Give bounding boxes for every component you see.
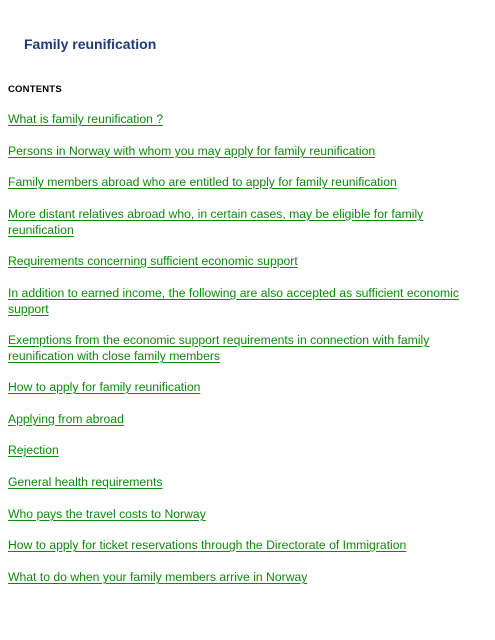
toc-link-travel-costs[interactable]: Who pays the travel costs to Norway bbox=[8, 507, 206, 521]
toc-link-rejection[interactable]: Rejection bbox=[8, 443, 59, 457]
toc-link-what-is-family-reunification[interactable]: What is family reunification ? bbox=[8, 112, 164, 126]
toc-link-persons-in-norway[interactable]: Persons in Norway with whom you may apply for family reunification bbox=[8, 144, 376, 158]
toc-link-economic-support-exemptions[interactable]: Exemptions from the economic support requirements in connection with family reunification with close family members bbox=[8, 333, 430, 363]
toc-link-how-to-apply[interactable]: How to apply for family reunification bbox=[8, 380, 201, 394]
page-title: Family reunification bbox=[24, 36, 157, 52]
toc-link-distant-relatives[interactable]: More distant relatives abroad who, in certain cases, may be eligible for family reunification bbox=[8, 207, 424, 237]
toc-link-family-members-arrive[interactable]: What to do when your family members arrive in Norway bbox=[8, 570, 308, 584]
toc-link-family-members-abroad[interactable]: Family members abroad who are entitled to apply for family reunification bbox=[8, 175, 397, 189]
toc-link-economic-support-requirements[interactable]: Requirements concerning sufficient economic support bbox=[8, 254, 298, 268]
toc-link-applying-from-abroad[interactable]: Applying from abroad bbox=[8, 412, 124, 426]
toc-link-ticket-reservations[interactable]: How to apply for ticket reservations through the Directorate of Immigration bbox=[8, 538, 407, 552]
toc-link-health-requirements[interactable]: General health requirements bbox=[8, 475, 163, 489]
contents-heading: CONTENTS bbox=[8, 84, 62, 95]
toc-link-accepted-economic-support[interactable]: In addition to earned income, the following are also accepted as sufficient economic support bbox=[8, 286, 459, 316]
